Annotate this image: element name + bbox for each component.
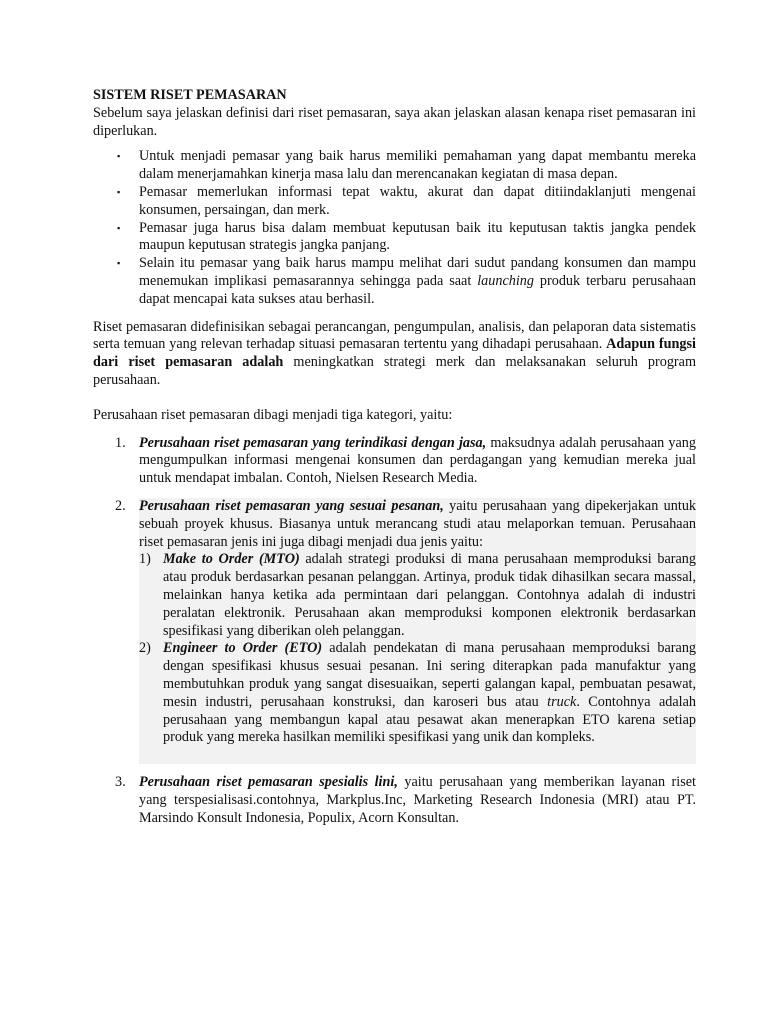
category-lead: Perusahaan riset pemasaran yang terindikasi dengan jasa, — [139, 434, 487, 451]
subtype-text: adalah pendekatan di mana perusahaan memproduksi barang dengan spesifikasi khusus sesuai pesanan. Ini sering diterapkan pada manufaktur yang membutuhkan produk yang sangat disesuaikan, seperti galangan kapal, pembuatan pesawat, mesin industri, perusahaan konstruksi, dan karoseri bus atau — [163, 640, 697, 710]
document-title: SISTEM RISET PEMASARAN — [93, 87, 287, 103]
subtype-item — [139, 640, 696, 747]
list-item — [93, 148, 696, 184]
list-item-text: produk terbaru perusahaan dapat mencapai kata sukses atau berhasil. — [139, 272, 696, 307]
category-item — [93, 498, 696, 764]
list-item-text: Untuk menjadi pemasar yang baik harus memiliki pemahaman yang dapat membantu mereka dalam menerjamahkan kinerja masa lalu dan merencanakan kegiatan di masa depan. — [139, 148, 696, 183]
definition-bold-text: Adapun fungsi dari riset pemasaran adalah — [93, 336, 696, 371]
subtype-item — [139, 551, 696, 640]
category-text: yaitu perusahaan yang dipekerjakan untuk sebuah proyek khusus. Biasanya untuk merancang studi atau melaporkan temuan. Perusahaan riset pemasaran jenis ini juga dibagi menjadi dua jenis yaitu: — [139, 497, 697, 550]
category-item — [93, 435, 696, 488]
definition-text: Riset pemasaran didefinisikan sebagai perancangan, pengumpulan, analisis, dan pelaporan data sistematis serta temuan yang relevan terhadap situasi pemasaran tertentu yang dihadapi perusahaan. — [93, 318, 696, 353]
subtype-text: . Contohnya adalah perusahaan yang membangun kapal atau pesawat akan menerapkan ETO karena setiap produk yang mereka hasilkan memiliki spesifikasi yang unik dan kompleks. — [163, 693, 696, 746]
list-item — [93, 184, 696, 220]
subtype-text: adalah strategi produksi di mana perusahaan memproduksi barang atau produk berdasarkan pesanan pelanggan. Artinya, produk tidak dihasilkan secara massal, melainkan hanya ketika ada permintaan dari pelanggan. Contohnya adalah di industri peralatan elektronik. Perusahaan akan memproduksi komponen elektronik berdasarkan spesifikasi yang diberikan oleh pelanggan. — [163, 551, 696, 639]
bullet-marker: ▪ — [117, 186, 121, 197]
category-text: yaitu perusahaan yang memberikan layanan riset yang terspesialisasi.contohnya, Markplus.Inc, Marketing Research Indonesia (MRI) atau PT. Marsindo Konsult Indonesia, Populix, Acorn Konsultan. — [139, 774, 696, 826]
list-item-text: Pemasar memerlukan informasi tepat waktu, akurat dan dapat ditiindaklanjuti mengenai konsumen, persaingan, dan merk. — [139, 183, 696, 218]
shaded-block — [139, 498, 696, 764]
list-item-text: Pemasar juga harus bisa dalam membuat keputusan baik itu keputusan taktis jangka pendek maupun keputusan strategis jangka panjang. — [139, 219, 696, 254]
category-number: 3. — [115, 774, 126, 791]
reasons-list — [93, 148, 696, 308]
list-item — [93, 255, 696, 308]
category-text: maksudnya adalah perusahaan yang mengumpulkan informasi mengenai konsumen dan perdagangan yang kemudian mereka jual untuk mendapat imbalan. Contoh, Nielsen Research Media. — [139, 434, 696, 487]
bullet-marker: ▪ — [117, 222, 121, 233]
definition-paragraph — [93, 319, 696, 390]
intro-paragraph: Sebelum saya jelaskan definisi dari riset pemasaran, saya akan jelaskan alasan kenapa riset pemasaran ini diperlukan. — [93, 104, 696, 139]
list-item-text: Selain itu pemasar yang baik harus mampu melihat dari sudut pandang konsumen dan mampu menemukan implikasi pemasarannya sehingga pada saat — [139, 255, 696, 289]
bullet-marker: ▪ — [117, 151, 121, 162]
italic-term: launching — [477, 272, 534, 289]
category-lead: Perusahaan riset pemasaran spesialis lini, — [139, 774, 398, 791]
category-number: 2. — [115, 497, 126, 514]
categories-intro: Perusahaan riset pemasaran dibagi menjadi tiga kategori, yaitu: — [93, 406, 453, 423]
categories-list — [93, 435, 696, 828]
definition-text: meningkatkan strategi merk dan melaksanakan seluruh program perusahaan. — [93, 354, 696, 388]
italic-term: truck — [547, 693, 577, 710]
category-item — [93, 774, 696, 827]
subtype-number: 2) — [139, 640, 151, 657]
subtype-lead: Engineer to Order (ETO) — [163, 640, 323, 657]
category-lead: Perusahaan riset pemasaran yang sesuai pesanan, — [139, 497, 444, 514]
subtype-lead: Make to Order (MTO) — [163, 551, 300, 568]
document-page — [93, 87, 696, 827]
subtype-number: 1) — [139, 551, 151, 568]
subtypes-list — [139, 551, 696, 747]
list-item — [93, 220, 696, 256]
category-number: 1. — [115, 434, 126, 451]
bullet-marker: ▪ — [117, 258, 121, 269]
